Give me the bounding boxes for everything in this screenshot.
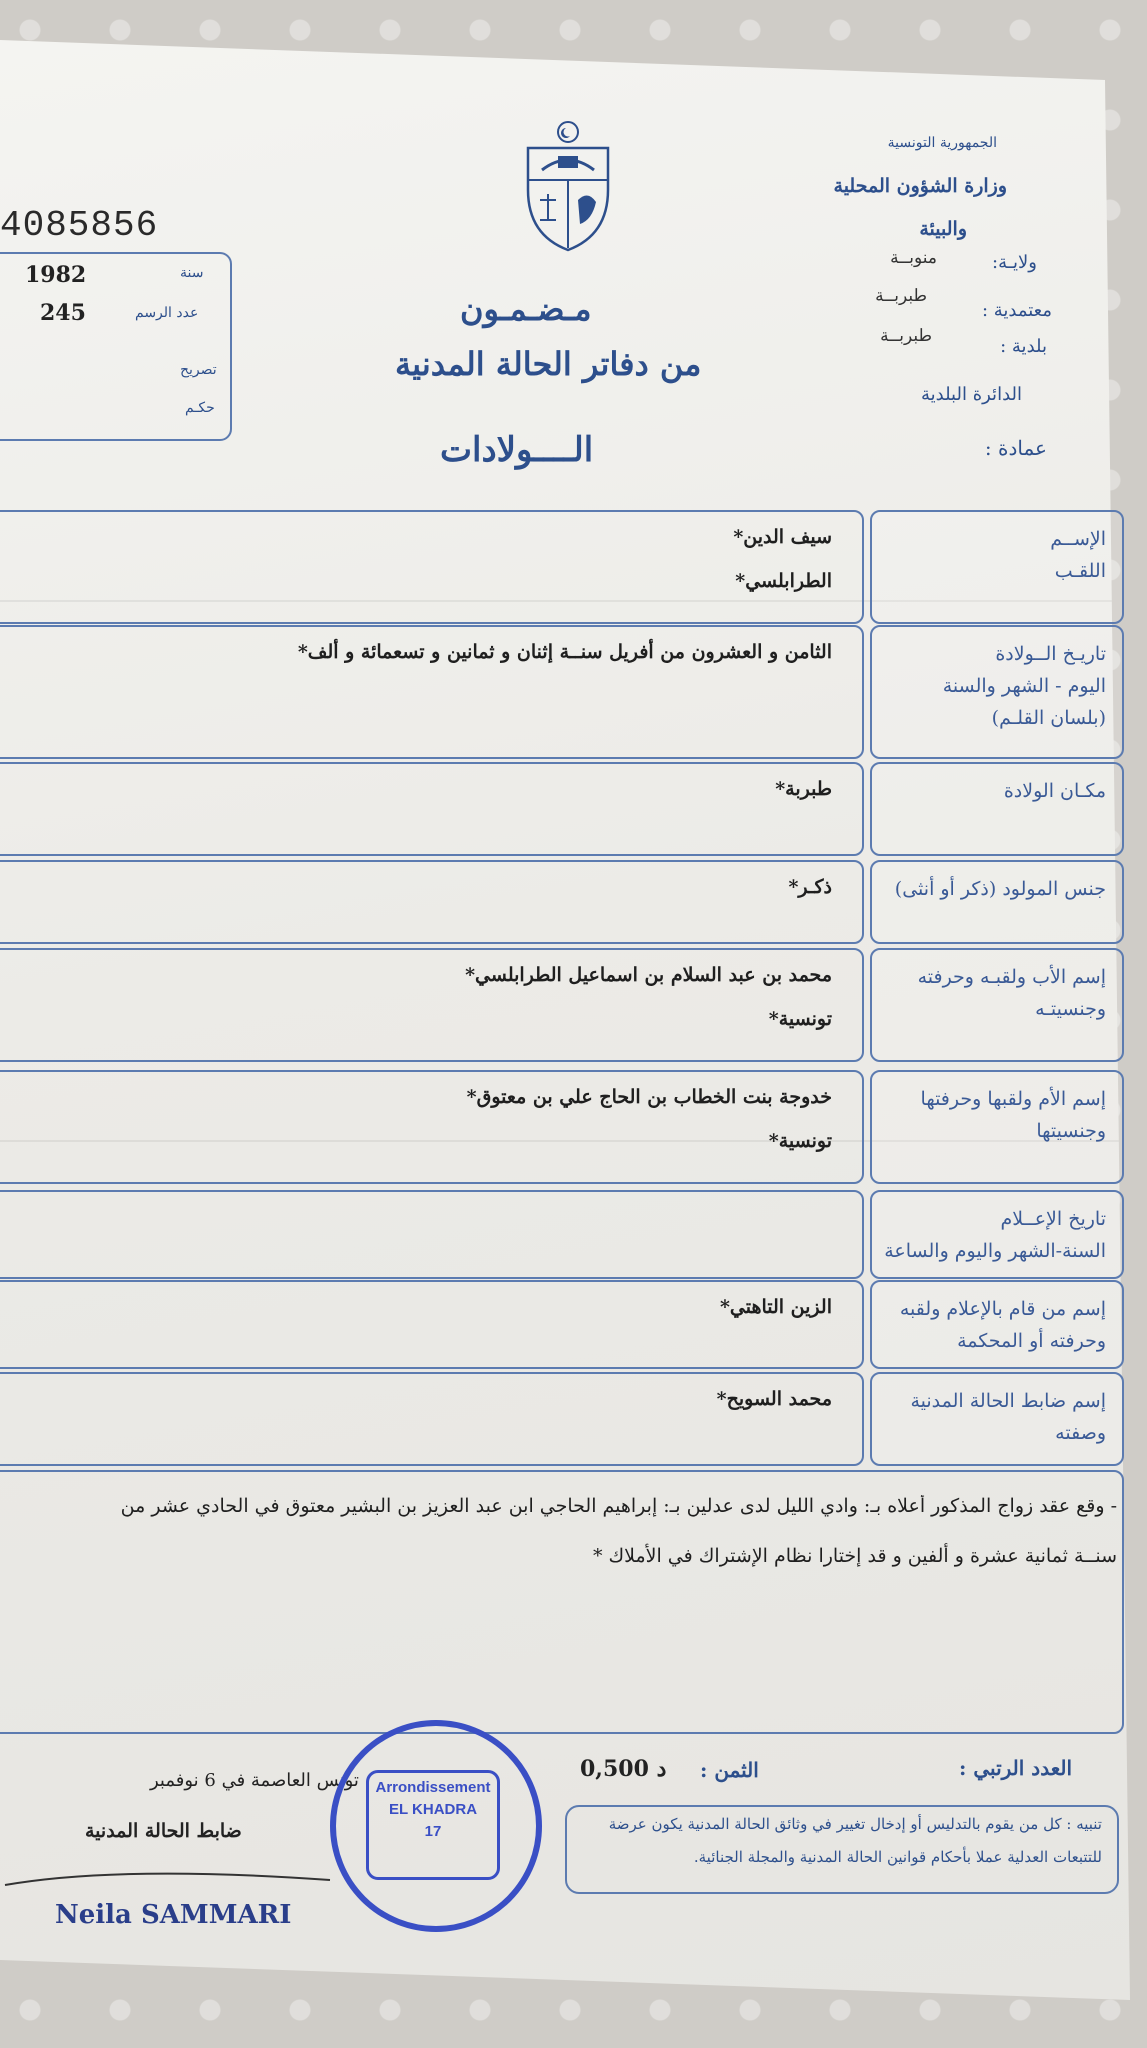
field-label: وحرفته أو المحكمة bbox=[957, 1330, 1106, 1352]
field-label: وجنسيتها bbox=[1036, 1120, 1106, 1142]
field-value: الثامن و العشرون من أفريل سنــة إثنان و ثمانين و تسعمائة و ألف* bbox=[297, 641, 832, 663]
municipality-value: طبربــة bbox=[880, 326, 932, 346]
field-label: تاريخ الإعــلام bbox=[1000, 1208, 1106, 1230]
field-value-box bbox=[0, 762, 864, 856]
municipal-stamp bbox=[330, 1720, 542, 1932]
ministry-line2: والبيئة bbox=[919, 218, 967, 240]
officer-title: ضابط الحالة المدنية bbox=[85, 1820, 242, 1842]
field-value: محمد بن عبد السلام بن اسماعيل الطرابلسي* bbox=[465, 964, 832, 986]
field-value: تونسية* bbox=[768, 1130, 832, 1152]
field-label-box bbox=[870, 860, 1124, 944]
field-value-box bbox=[0, 948, 864, 1062]
year-value: 1982 bbox=[25, 262, 87, 288]
record-label: عدد الرسم bbox=[135, 305, 199, 321]
field-label: إسم الأم ولقبها وحرفتها bbox=[920, 1088, 1106, 1110]
municipality-label: بلدية : bbox=[1000, 336, 1047, 357]
warning-line2: للتتبعات العدلية عملا بأحكام قوانين الحالة المدنية والمجلة الجنائية. bbox=[693, 1848, 1102, 1866]
field-value-box bbox=[0, 510, 864, 624]
field-value: الطرابلسي* bbox=[735, 570, 832, 592]
field-label-box bbox=[870, 762, 1124, 856]
document-title-line3: الــــولادات bbox=[440, 430, 594, 470]
wilaya-value: منوبــة bbox=[890, 248, 937, 268]
field-value: سيف الدين* bbox=[733, 526, 832, 548]
stamp-line2: EL KHADRA bbox=[388, 1801, 478, 1818]
field-label-box bbox=[870, 1372, 1124, 1466]
field-label: إسم الأب ولقبـه وحرفته bbox=[917, 966, 1106, 988]
serial-number-label: العدد الرتبي : bbox=[959, 1756, 1072, 1780]
judgment-label: حكـم bbox=[185, 400, 215, 416]
republic-label: الجمهورية التونسية bbox=[887, 135, 997, 151]
field-value: محمد السويح* bbox=[716, 1388, 832, 1410]
issue-place-date: تونس العاصمة في 6 نوفمبر bbox=[150, 1770, 359, 1791]
document-title-line1: مـضـمـون bbox=[460, 290, 592, 328]
field-label: إسم من قام بالإعلام ولقبه bbox=[899, 1298, 1106, 1320]
warning-line1: تنبيه : كل من يقوم بالتدليس أو إدخال تغيير في وثائق الحالة المدنية يكون عرضة bbox=[608, 1815, 1102, 1833]
field-label-box bbox=[870, 1190, 1124, 1279]
field-label: جنس المولود (ذكر أو أنثى) bbox=[894, 878, 1106, 900]
field-value-box bbox=[0, 1070, 864, 1184]
field-value: تونسية* bbox=[768, 1008, 832, 1030]
field-label: تاريـخ الــولادة bbox=[995, 643, 1106, 665]
wilaya-label: ولايـة: bbox=[992, 252, 1037, 273]
field-value-box bbox=[0, 1190, 864, 1279]
field-value-box bbox=[0, 860, 864, 944]
field-label: اليوم - الشهر والسنة bbox=[942, 675, 1106, 697]
field-label: الإســم bbox=[1050, 528, 1106, 550]
price-label: الثمن : bbox=[700, 1758, 759, 1782]
field-value: الزين التاهتي* bbox=[719, 1296, 832, 1318]
marginal-note-line1: - وقع عقد زواج المذكور أعلاه بـ: وادي الليل لدى عدلين بـ: إبراهيم الحاجي ابن عبد العزيز بن البشير معتوق في الحادي عشر من bbox=[120, 1495, 1117, 1517]
signature-icon bbox=[0, 1860, 340, 1900]
field-label: وصفته bbox=[1055, 1422, 1106, 1444]
delegation-value: طبربــة bbox=[875, 286, 927, 306]
field-label: مكـان الولادة bbox=[1003, 780, 1106, 802]
stamp-line1: Arrondissement bbox=[375, 1779, 491, 1796]
record-value: 245 bbox=[40, 300, 86, 326]
officer-name: Neila SAMMARI bbox=[55, 1900, 292, 1930]
field-value-box bbox=[0, 1372, 864, 1466]
field-value: خدوجة بنت الخطاب بن الحاج علي بن معتوق* bbox=[466, 1086, 832, 1108]
field-label: وجنسيتـه bbox=[1035, 998, 1106, 1020]
field-label-box bbox=[870, 625, 1124, 759]
ministry-line1: وزارة الشؤون المحلية bbox=[833, 175, 1007, 197]
field-value-box bbox=[0, 1280, 864, 1369]
document-title-line2: من دفاتر الحالة المدنية bbox=[395, 345, 702, 383]
field-value-box bbox=[0, 625, 864, 759]
stamp-line3: 17 bbox=[424, 1823, 442, 1840]
delegation-label: معتمدية : bbox=[981, 300, 1052, 321]
municipal-district-label: الدائرة البلدية bbox=[920, 384, 1022, 405]
price-value: 0,500 د bbox=[580, 1756, 667, 1782]
marginal-note-line2: سنــة ثمانية عشرة و ألفين و قد إختارا نظام الإشتراك في الأملاك * bbox=[592, 1545, 1117, 1567]
field-label: اللقـب bbox=[1054, 560, 1106, 582]
document-number: 4085856 bbox=[0, 205, 159, 246]
field-label-box bbox=[870, 510, 1124, 624]
field-label: إسم ضابط الحالة المدنية bbox=[910, 1390, 1106, 1412]
omda-label: عمادة : bbox=[984, 436, 1047, 460]
year-label: سنة bbox=[180, 265, 204, 281]
field-label-box bbox=[870, 1070, 1124, 1184]
field-label-box bbox=[870, 1280, 1124, 1369]
declaration-label: تصريح bbox=[180, 362, 217, 378]
stamp-inner-box bbox=[366, 1770, 500, 1880]
field-label: (بلسان القلـم) bbox=[991, 707, 1106, 729]
field-value: طبربة* bbox=[775, 778, 832, 800]
field-label: السنة-الشهر واليوم والساعة bbox=[884, 1240, 1106, 1262]
field-value: ذكـر* bbox=[788, 876, 832, 898]
tunisia-coat-of-arms-icon bbox=[522, 120, 614, 255]
field-label-box bbox=[870, 948, 1124, 1062]
